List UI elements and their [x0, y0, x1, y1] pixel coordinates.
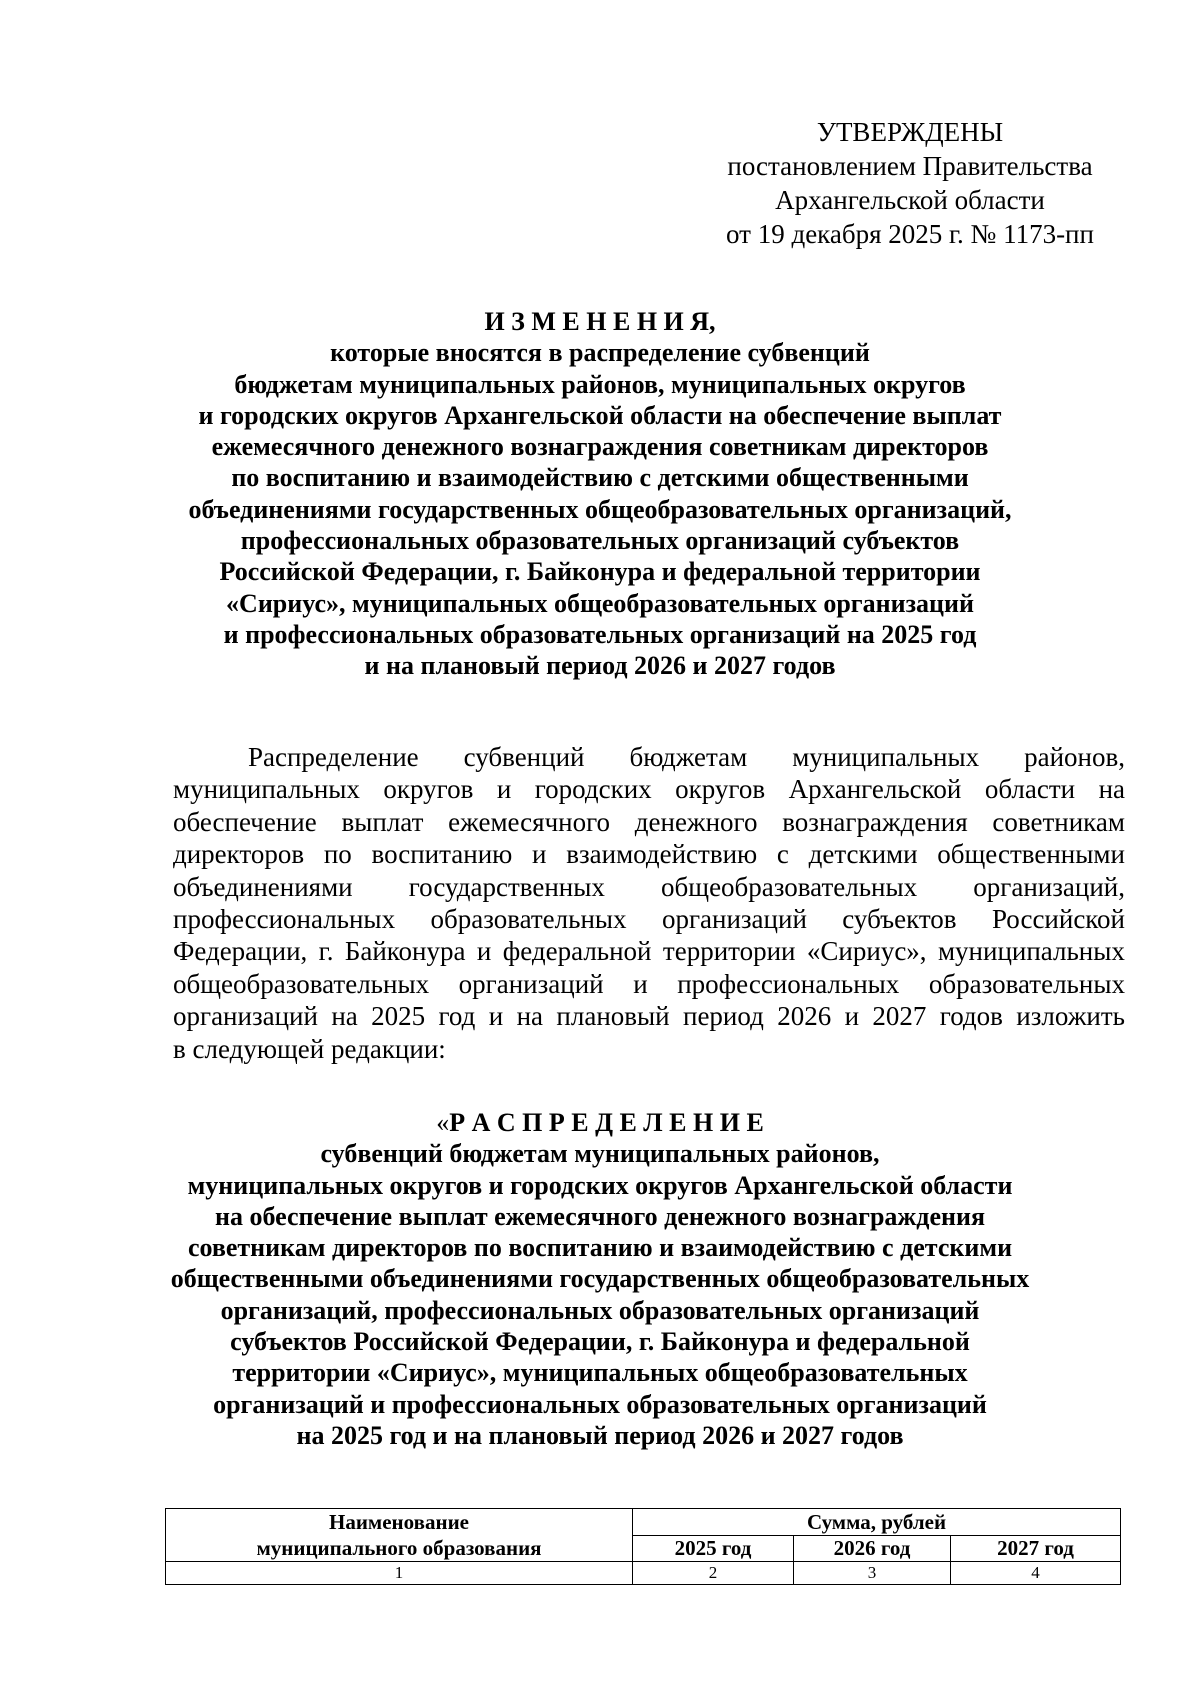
body-text-word: на [331, 1001, 358, 1032]
table-column-number: 3 [794, 1562, 951, 1585]
body-text-word: директоров [173, 839, 305, 870]
body-paragraph-line [173, 806, 1125, 838]
body-text-word: 2025 [371, 1001, 426, 1032]
body-text-word: и [476, 936, 492, 967]
table-column-number-row [166, 1562, 1121, 1585]
body-paragraph-line [173, 935, 1125, 967]
body-text-word: Федерации, [173, 936, 308, 967]
body-text-word: на [1098, 774, 1125, 805]
body-text-word: 2026 [777, 1001, 832, 1032]
table-column-number: 1 [166, 1562, 633, 1585]
body-text-word: годов [939, 1001, 1003, 1032]
body-paragraph-line [173, 741, 1125, 773]
body-paragraph-line [173, 1000, 1125, 1032]
opening-quote: « [436, 1108, 450, 1137]
table-header-sum: Сумма, рублей [633, 1509, 1121, 1536]
body-text-word: и [488, 1001, 504, 1032]
table-header-year: 2026 год [794, 1536, 951, 1562]
body-text-word: «Сириус», [806, 936, 927, 967]
table-header-name [166, 1509, 633, 1562]
changes-title-line: и на плановый период 2026 и 2027 годов [364, 651, 836, 681]
body-text-word: Байконура [344, 936, 466, 967]
distribution-heading [150, 1107, 1050, 1138]
distribution-title-line: субъектов Российской Федерации, г. Байконура и федеральной [230, 1327, 970, 1357]
body-text-word: округов [675, 774, 766, 805]
body-text-word: и [496, 774, 512, 805]
approval-date-number: от 19 декабря 2025 г. № 1173-пп [726, 219, 1094, 249]
changes-title-line: «Сириус», муниципальных общеобразовательных организаций [226, 588, 974, 618]
changes-heading: И З М Е Н Е Н И Я, [484, 307, 716, 336]
changes-title-line: ежемесячного денежного вознаграждения советникам директоров [211, 432, 989, 462]
body-text-word: ежемесячного [448, 806, 611, 837]
body-text-word: обеспечение [173, 806, 317, 837]
body-text-word: период [683, 1001, 764, 1032]
body-text-word: г. [318, 936, 334, 967]
body-text-word: организаций [661, 904, 807, 935]
body-text-word: муниципальных [937, 936, 1125, 967]
table-header-row [166, 1509, 1121, 1536]
body-paragraph-line [173, 871, 1125, 903]
table-header-year: 2027 год [951, 1536, 1121, 1562]
distribution-table [165, 1508, 1121, 1585]
body-text-word: изложить [1016, 1001, 1125, 1032]
changes-title-line: которые вносятся в распределение субвенций [330, 338, 870, 368]
approval-stamp [700, 115, 1120, 251]
changes-title-line: по воспитанию и взаимодействию с детскими общественными [231, 463, 969, 493]
distribution-title-line: советникам директоров по воспитанию и взаимодействию с детскими [187, 1233, 1013, 1263]
distribution-title-line: субвенций бюджетам муниципальных районов, [320, 1139, 880, 1169]
changes-title-line: профессиональных образовательных организаций субъектов [240, 526, 960, 556]
body-text-word: образовательных [430, 904, 627, 935]
body-text-word: Российской [991, 904, 1125, 935]
body-text-word: с [776, 839, 789, 870]
body-paragraph [173, 741, 1125, 1065]
body-text-word: субвенций [463, 742, 585, 772]
body-text-word: образовательных [928, 968, 1125, 999]
distribution-title-line: территории «Сириус», муниципальных общеобразовательных [232, 1358, 968, 1388]
changes-title-line: и профессиональных образовательных организаций на 2025 год [223, 619, 977, 649]
body-paragraph-line [173, 838, 1125, 870]
distribution-title-line: на 2025 год и на плановый период 2026 и 2027 годов [296, 1420, 904, 1450]
body-text-word: общеобразовательных [173, 968, 430, 999]
changes-title [150, 306, 1050, 682]
distribution-title-line: муниципальных округов и городских округов Архангельской области [187, 1170, 1013, 1200]
body-paragraph-last-line [173, 1033, 1125, 1065]
table-header-year: 2025 год [633, 1536, 794, 1562]
changes-title-line: объединениями государственных общеобразовательных организаций, [188, 494, 1012, 524]
body-text-word: области [984, 774, 1076, 805]
body-text-word: год [438, 1001, 476, 1032]
body-text-word: территории [662, 936, 796, 967]
body-text-word: городских [534, 774, 652, 805]
changes-title-line: бюджетам муниципальных районов, муниципальных округов [234, 369, 966, 399]
body-text-word: выплат [341, 806, 424, 837]
body-text-word: воспитанию [371, 839, 513, 870]
body-paragraph-line [173, 968, 1125, 1000]
body-text-word: государственных [408, 871, 605, 902]
body-paragraph-line [173, 773, 1125, 805]
body-text-word: объединениями [173, 871, 353, 902]
table-column-number: 2 [633, 1562, 794, 1585]
body-text-word: Распределение [248, 742, 419, 772]
body-text-word: и [532, 839, 547, 870]
approval-line: постановлением Правительства [727, 151, 1093, 181]
body-text-word: организаций, [973, 871, 1125, 902]
body-text-word: профессиональных [677, 968, 900, 999]
body-text-word: федеральной [502, 936, 652, 967]
body-text-word: детскими [808, 839, 918, 870]
body-text-word: бюджетам [629, 742, 748, 772]
table-header-name-line: Наименование [329, 1510, 469, 1534]
body-text-word: в следующей редакции: [173, 1033, 446, 1064]
table-header-name-line: муниципального образования [256, 1536, 542, 1560]
body-text-word: районов, [1024, 742, 1125, 772]
table-column-number: 4 [951, 1562, 1121, 1585]
body-text-word: плановый [556, 1001, 670, 1032]
body-text-word: по [323, 839, 352, 870]
distribution-title-line: на обеспечение выплат ежемесячного денежного вознаграждения [214, 1201, 986, 1231]
body-text-word: общеобразовательных [661, 871, 918, 902]
approval-title: УТВЕРЖДЕНЫ [816, 117, 1004, 147]
body-text-word: взаимодействию [566, 839, 758, 870]
body-text-word: общественными [937, 839, 1125, 870]
body-text-word: на [516, 1001, 544, 1032]
distribution-title-line: общественными объединениями государственных общеобразовательных [170, 1264, 1030, 1294]
body-text-word: организаций [173, 1001, 318, 1032]
approval-line: Архангельской области [775, 185, 1045, 215]
body-text-word: 2027 [872, 1001, 927, 1032]
body-text-word: профессиональных [173, 904, 396, 935]
body-text-word: вознаграждения [782, 806, 968, 837]
body-text-word: субъектов [842, 904, 957, 935]
body-text-word: и [844, 1001, 860, 1032]
body-text-word: Архангельской [788, 774, 962, 805]
body-text-word: советникам [992, 806, 1125, 837]
changes-title-line: и городских округов Архангельской области на обеспечение выплат [198, 400, 1002, 430]
body-text-word: организаций [458, 968, 604, 999]
distribution-title-line: организаций, профессиональных образовательных организаций [220, 1295, 980, 1325]
changes-title-line: Российской Федерации, г. Байконура и федеральной территории [219, 557, 981, 587]
body-text-word: и [633, 968, 648, 999]
distribution-title-line: организаций и профессиональных образовательных организаций [213, 1389, 987, 1419]
body-paragraph-line [173, 903, 1125, 935]
distribution-heading-text: Р А С П Р Е Д Е Л Е Н И Е [449, 1108, 764, 1137]
body-text-word: муниципальных [173, 774, 360, 805]
body-text-word: муниципальных [792, 742, 980, 772]
body-text-word: денежного [634, 806, 758, 837]
distribution-title [150, 1107, 1050, 1451]
body-text-word: округов [383, 774, 474, 805]
